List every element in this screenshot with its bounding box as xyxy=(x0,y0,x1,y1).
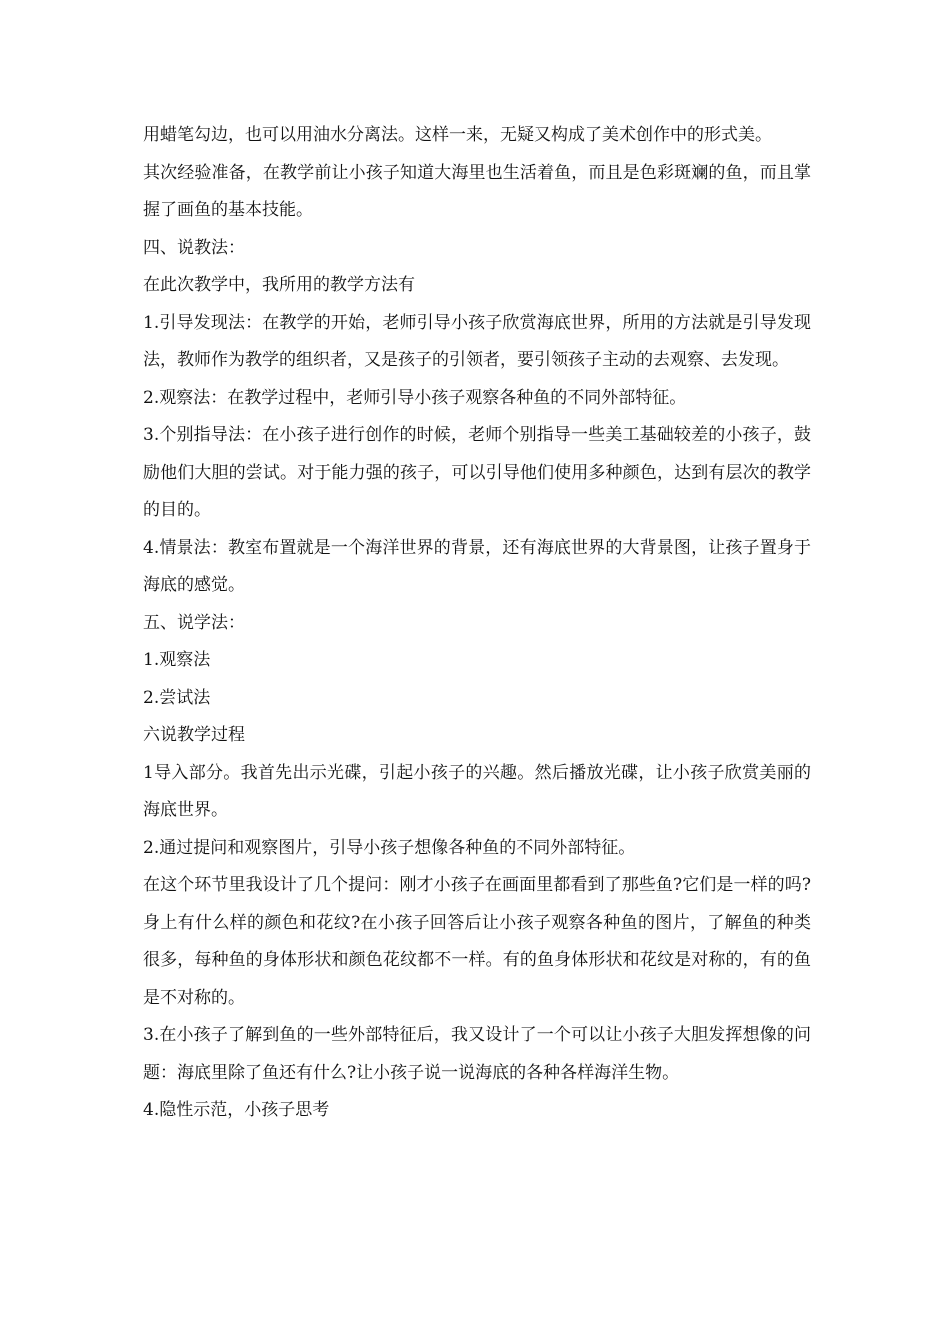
paragraph-question-design: 在这个环节里我设计了几个提问：刚才小孩子在画面里都看到了那些鱼?它们是一样的吗?身上有什么样的颜色和花纹?在小孩子回答后让小孩子观察各种鱼的图片，了解鱼的种类很多，每种鱼的身体形状和颜色花纹都不一样。有的鱼身体形状和花纹是对称的，有的鱼是不对称的。 xyxy=(143,875,811,1008)
list-item-guided-discovery: 1.引导发现法：在教学的开始，老师引导小孩子欣赏海底世界，所用的方法就是引导发现法，教师作为教学的组织者，又是孩子的引领者，要引领孩子主动的去观察、去发现。 xyxy=(143,312,811,370)
paragraph-experience-preparation: 其次经验准备，在教学前让小孩子知道大海里也生活着鱼，而且是色彩斑斓的鱼，而且掌握了画鱼的基本技能。 xyxy=(143,162,811,220)
list-item-imagination: 3.在小孩子了解到鱼的一些外部特征后，我又设计了一个可以让小孩子大胆发挥想像的问题：海底里除了鱼还有什么?让小孩子说一说海底的各种各样海洋生物。 xyxy=(143,1025,811,1083)
list-item-introduction: 1导入部分。我首先出示光碟，引起小孩子的兴趣。然后播放光碟，让小孩子欣赏美丽的海底世界。 xyxy=(143,762,811,820)
list-item-observation-learning: 1.观察法 xyxy=(143,650,211,670)
list-item-situational: 4.情景法：教室布置就是一个海洋世界的背景，还有海底世界的大背景图，让孩子置身于海底的感觉。 xyxy=(143,537,811,595)
document-body xyxy=(143,117,811,1130)
paragraph-intro-materials: 用蜡笔勾边，也可以用油水分离法。这样一来，无疑又构成了美术创作中的形式美。 xyxy=(143,125,772,145)
heading-teaching-process: 六说教学过程 xyxy=(143,725,245,745)
list-item-individual-guidance: 3.个别指导法：在小孩子进行创作的时候，老师个别指导一些美工基础较差的小孩子，鼓励他们大胆的尝试。对于能力强的孩子，可以引导他们使用多种颜色，达到有层次的教学的目的。 xyxy=(143,425,811,520)
list-item-implicit-demo: 4.隐性示范，小孩子思考 xyxy=(143,1100,330,1120)
list-item-observation: 2.观察法：在教学过程中，老师引导小孩子观察各种鱼的不同外部特征。 xyxy=(143,387,687,408)
heading-teaching-methods: 四、说教法： xyxy=(143,237,245,258)
list-item-questions-pictures: 2.通过提问和观察图片，引导小孩子想像各种鱼的不同外部特征。 xyxy=(143,837,636,858)
list-item-trial: 2.尝试法 xyxy=(143,687,211,708)
heading-learning-methods: 五、说学法： xyxy=(143,612,245,633)
paragraph-methods-intro: 在此次教学中，我所用的教学方法有 xyxy=(143,275,415,295)
